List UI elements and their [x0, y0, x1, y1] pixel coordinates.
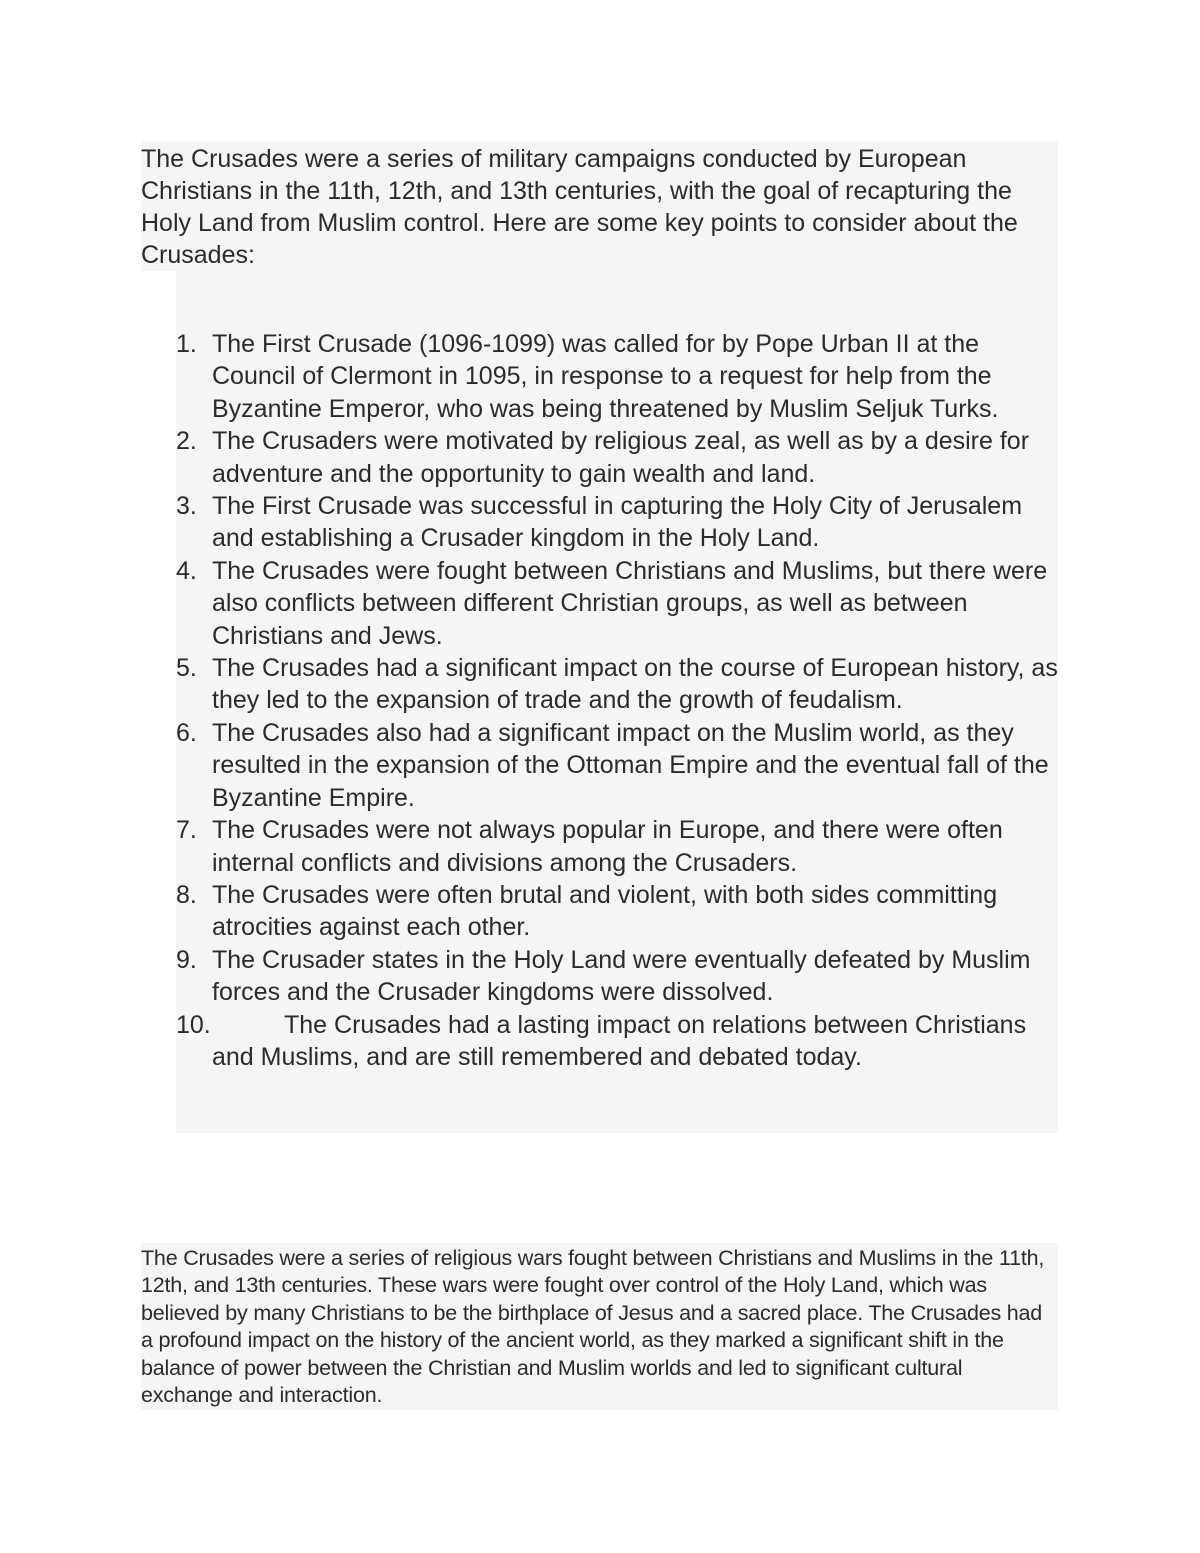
list-item-text: The Crusades had a significant impact on the course of European history, as they led to the expansion of trade and the growth of feudalism.: [212, 654, 1058, 715]
key-points-list: [176, 328, 1058, 1073]
closing-paragraph: The Crusades were a series of religious wars fought between Christians and Muslims in the 11th, 12th, and 13th centuries. These wars were fought over control of the Holy Land, which was believed by many Christians to be the birthplace of Jesus and a sacred place. The Crusades had a profound impact on the history of the ancient world, as they marked a significant shift in the balance of power between the Christian and Muslim worlds and led to significant cultural exchange and interaction.: [141, 1246, 1045, 1408]
list-item-text: The First Crusade was successful in capturing the Holy City of Jerusalem and establishing a Crusader kingdom in the Holy Land.: [212, 492, 1023, 553]
list-item-number: 6.: [176, 718, 197, 747]
list-item-number: 1.: [176, 330, 197, 358]
list-item-number: 8.: [176, 880, 197, 909]
list-item: [176, 879, 1058, 944]
key-points-block: [176, 271, 1058, 1133]
list-item: [176, 1009, 1058, 1074]
list-item-number: 5.: [176, 654, 197, 683]
list-item-text: The Crusades had a lasting impact on relations between Christians and Muslims, and are still remembered and debated today.: [212, 1010, 1027, 1071]
list-item: [176, 490, 1058, 555]
intro-paragraph-block: [141, 141, 1058, 271]
list-item: [176, 652, 1058, 717]
list-item-number: 4.: [176, 556, 197, 585]
list-item-text: The Crusades were not always popular in Europe, and there were often internal conflicts and divisions among the Crusaders.: [212, 816, 1003, 877]
list-item: [176, 555, 1058, 652]
list-item-text: The Crusades were fought between Christians and Muslims, but there were also conflicts between different Christian groups, as well as between Christians and Jews.: [212, 556, 1048, 650]
list-item-text: The Crusades were often brutal and violent, with both sides committing atrocities against each other.: [212, 880, 998, 942]
list-item-text: The Crusades also had a significant impact on the Muslim world, as they resulted in the expansion of the Ottoman Empire and the eventual fall of the Byzantine Empire.: [212, 718, 1049, 812]
list-item: [176, 425, 1058, 490]
list-item: [176, 814, 1058, 879]
list-item-number: 9.: [176, 945, 197, 974]
list-item: [176, 717, 1058, 814]
closing-paragraph-block: [141, 1243, 1058, 1410]
list-item-text: The Crusader states in the Holy Land were eventually defeated by Muslim forces and the Crusader kingdoms were dissolved.: [212, 945, 1031, 1007]
list-item-number: 3.: [176, 492, 197, 521]
list-item-number: 2.: [176, 427, 197, 456]
list-item-text: The Crusaders were motivated by religious zeal, as well as by a desire for adventure and the opportunity to gain wealth and land.: [212, 427, 1030, 488]
list-item: [176, 944, 1058, 1009]
list-item-number: 7.: [176, 816, 197, 845]
list-item-text: The First Crusade (1096-1099) was called for by Pope Urban II at the Council of Clermont in 1095, in response to a request for help from the Byzantine Emperor, who was being threatened by Muslim Seljuk Turks.: [212, 330, 999, 423]
list-item-number: 10.: [176, 1010, 211, 1039]
list-item: [176, 328, 1058, 425]
intro-paragraph: The Crusades were a series of military campaigns conducted by European Christians in the 11th, 12th, and 13th centuries, with the goal of recapturing the Holy Land from Muslim control. Here are some key points to consider about the Crusades:: [141, 145, 1018, 269]
